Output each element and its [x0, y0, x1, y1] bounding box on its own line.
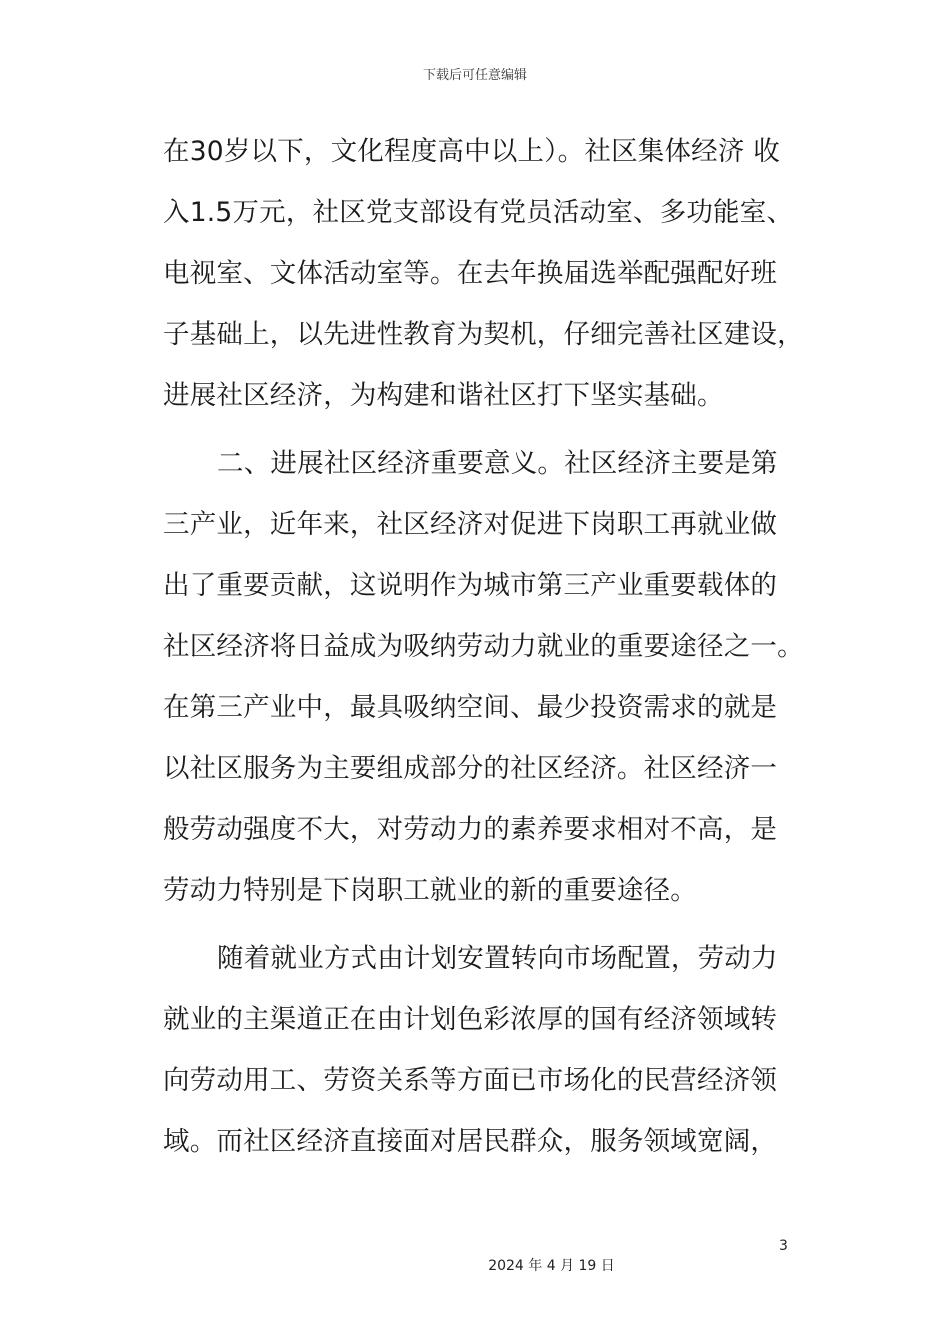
text-line: 以社区服务为主要组成部分的社区经济。社区经济一 — [163, 753, 778, 784]
text-line: 就业的主渠道正在由计划色彩浓厚的国有经济领域转 — [163, 1004, 778, 1035]
document-body — [163, 127, 804, 1178]
text-line: 电视室、文体活动室等。在去年换届选举配强配好班 — [163, 258, 778, 289]
text-line: 向劳动用工、劳资关系等方面已市场化的民营经济领 — [163, 1065, 778, 1096]
text-line: 在第三产业中，最具吸纳空间、最少投资需求的就是 — [163, 692, 778, 723]
text-line: 般劳动强度不大，对劳动力的素养要求相对不高，是 — [163, 814, 778, 845]
text-line: 出了重要贡献，这说明作为城市第三产业重要载体的 — [163, 570, 778, 601]
text-line: 入1.5万元，社区党支部设有党员活动室、多功能室、 — [163, 197, 794, 228]
footer-date: 2024 年 4 月 19 日 — [488, 1258, 615, 1274]
text-line: 子基础上，以先进性教育为契机，仔细完善社区建设， — [163, 319, 804, 350]
text-line: 三产业，近年来，社区经济对促进下岗职工再就业做 — [163, 509, 778, 540]
text-line: 在30岁以下，文化程度高中以上）。社区集体经济 收 — [163, 136, 780, 167]
text-line: 社区经济将日益成为吸纳劳动力就业的重要途径之一。 — [163, 631, 804, 662]
text-line: 域。而社区经济直接面对居民群众，服务领域宽阔， — [163, 1126, 778, 1157]
page-number: 3 — [779, 1238, 788, 1254]
paragraph-first-line: 随着就业方式由计划安置转向市场配置，劳动力 — [217, 943, 778, 974]
text-line: 进展社区经济，为构建和谐社区打下坚实基础。 — [163, 380, 724, 411]
page-header: 下载后可任意编辑 — [422, 68, 527, 83]
paragraph-first-line: 二、进展社区经济重要意义。社区经济主要是第 — [217, 448, 778, 479]
text-line: 劳动力特别是下岗职工就业的新的重要途径。 — [163, 875, 697, 906]
